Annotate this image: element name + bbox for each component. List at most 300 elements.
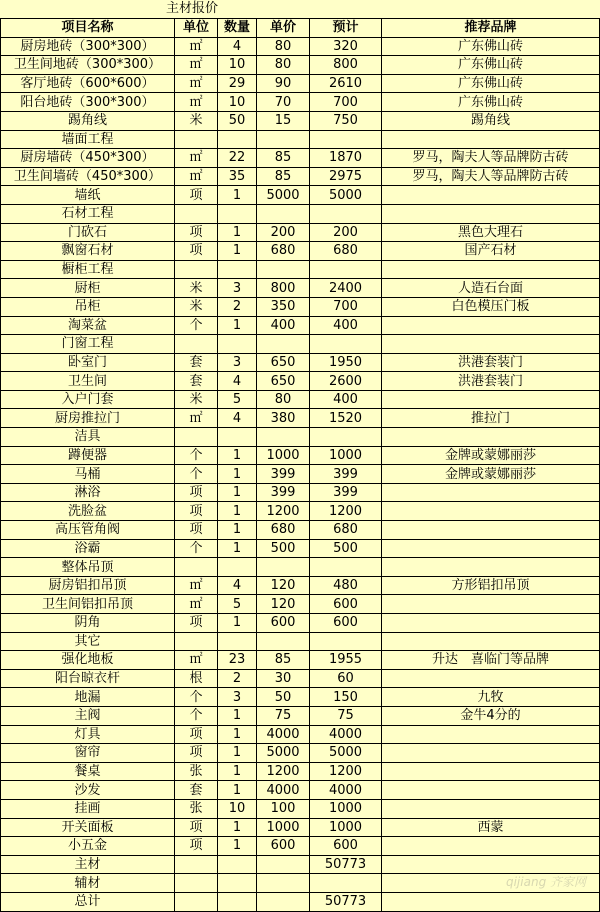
item-name-cell: 卫生间 bbox=[1, 372, 175, 391]
header-estimate: 预计 bbox=[310, 19, 382, 38]
quantity-cell: 29 bbox=[218, 74, 257, 93]
unit-price-cell: 120 bbox=[257, 576, 310, 595]
section-title-cell: 墙面工程 bbox=[1, 130, 175, 149]
brand-cell: 广东佛山砖 bbox=[382, 37, 600, 56]
table-row bbox=[1, 614, 600, 633]
item-name-cell: 厨房铝扣吊顶 bbox=[1, 576, 175, 595]
table-row bbox=[1, 465, 600, 484]
section-title-cell: 整体吊顶 bbox=[1, 558, 175, 577]
item-name-cell: 厨房墙砖（450*300） bbox=[1, 149, 175, 168]
empty-cell bbox=[382, 260, 600, 279]
brand-cell bbox=[382, 614, 600, 633]
empty-cell bbox=[175, 558, 218, 577]
brand-cell: 洪港套装门 bbox=[382, 353, 600, 372]
estimate-cell: 200 bbox=[310, 223, 382, 242]
estimate-cell: 1870 bbox=[310, 149, 382, 168]
unit-cell: ㎡ bbox=[175, 576, 218, 595]
table-row bbox=[1, 409, 600, 428]
quantity-cell: 3 bbox=[218, 353, 257, 372]
quantity-cell: 1 bbox=[218, 818, 257, 837]
empty-cell bbox=[218, 558, 257, 577]
item-name-cell: 客厅地砖（600*600） bbox=[1, 74, 175, 93]
table-row bbox=[1, 706, 600, 725]
quantity-cell: 1 bbox=[218, 781, 257, 800]
item-name-cell: 卫生间铝扣吊顶 bbox=[1, 595, 175, 614]
unit-price-cell: 400 bbox=[257, 316, 310, 335]
brand-cell bbox=[382, 762, 600, 781]
section-title-cell: 门窗工程 bbox=[1, 335, 175, 354]
quantity-cell: 10 bbox=[218, 56, 257, 75]
estimate-cell: 150 bbox=[310, 688, 382, 707]
section-row bbox=[1, 558, 600, 577]
estimate-cell: 2975 bbox=[310, 167, 382, 186]
unit-cell: 根 bbox=[175, 669, 218, 688]
brand-cell: 广东佛山砖 bbox=[382, 93, 600, 112]
table-body bbox=[1, 37, 600, 911]
brand-cell bbox=[382, 669, 600, 688]
unit-price-cell: 200 bbox=[257, 223, 310, 242]
empty-cell bbox=[175, 260, 218, 279]
unit-cell: ㎡ bbox=[175, 595, 218, 614]
table-row bbox=[1, 725, 600, 744]
empty-cell bbox=[257, 428, 310, 447]
table-row bbox=[1, 372, 600, 391]
unit-price-cell: 600 bbox=[257, 614, 310, 633]
unit-price-cell: 500 bbox=[257, 539, 310, 558]
estimate-cell: 1000 bbox=[310, 818, 382, 837]
quantity-cell: 3 bbox=[218, 279, 257, 298]
table-row bbox=[1, 651, 600, 670]
unit-price-cell: 80 bbox=[257, 56, 310, 75]
table-row bbox=[1, 669, 600, 688]
unit-price-cell: 380 bbox=[257, 409, 310, 428]
empty-cell bbox=[218, 130, 257, 149]
empty-cell bbox=[257, 335, 310, 354]
estimate-cell: 750 bbox=[310, 111, 382, 130]
quantity-cell: 1 bbox=[218, 502, 257, 521]
brand-cell: 白色模压门板 bbox=[382, 297, 600, 316]
table-row bbox=[1, 93, 600, 112]
empty-cell bbox=[218, 335, 257, 354]
unit-cell: ㎡ bbox=[175, 409, 218, 428]
unit-price-cell: 1200 bbox=[257, 502, 310, 521]
unit-cell: ㎡ bbox=[175, 56, 218, 75]
unit-price-cell: 4000 bbox=[257, 781, 310, 800]
quantity-cell: 4 bbox=[218, 576, 257, 595]
estimate-cell: 400 bbox=[310, 390, 382, 409]
unit-cell: ㎡ bbox=[175, 37, 218, 56]
empty-cell bbox=[382, 335, 600, 354]
unit-price-cell: 650 bbox=[257, 353, 310, 372]
brand-cell: 金牌或蒙娜丽莎 bbox=[382, 446, 600, 465]
estimate-cell: 680 bbox=[310, 521, 382, 540]
unit-cell: 项 bbox=[175, 837, 218, 856]
empty-cell bbox=[310, 204, 382, 223]
estimate-cell: 600 bbox=[310, 595, 382, 614]
brand-cell: 升达 喜临门等品牌 bbox=[382, 651, 600, 670]
empty-cell bbox=[382, 632, 600, 651]
brand-cell: 金牌或蒙娜丽莎 bbox=[382, 465, 600, 484]
empty-cell bbox=[257, 130, 310, 149]
quantity-cell: 50 bbox=[218, 111, 257, 130]
section-row bbox=[1, 260, 600, 279]
item-name-cell: 小五金 bbox=[1, 837, 175, 856]
quantity-cell: 5 bbox=[218, 390, 257, 409]
estimate-cell: 500 bbox=[310, 539, 382, 558]
table-row bbox=[1, 223, 600, 242]
quantity-cell: 1 bbox=[218, 446, 257, 465]
table-row bbox=[1, 483, 600, 502]
unit-cell: 个 bbox=[175, 465, 218, 484]
quantity-cell: 1 bbox=[218, 316, 257, 335]
unit-price-cell: 85 bbox=[257, 651, 310, 670]
empty-cell bbox=[257, 632, 310, 651]
table-row bbox=[1, 297, 600, 316]
title-row bbox=[0, 0, 600, 18]
quantity-cell: 1 bbox=[218, 521, 257, 540]
section-title-cell: 其它 bbox=[1, 632, 175, 651]
item-name-cell: 蹲便器 bbox=[1, 446, 175, 465]
empty-cell bbox=[310, 335, 382, 354]
quantity-cell: 4 bbox=[218, 37, 257, 56]
quantity-cell: 1 bbox=[218, 614, 257, 633]
brand-cell bbox=[382, 799, 600, 818]
quantity-cell: 35 bbox=[218, 167, 257, 186]
item-name-cell: 淋浴 bbox=[1, 483, 175, 502]
unit-cell: ㎡ bbox=[175, 149, 218, 168]
unit-cell: 米 bbox=[175, 390, 218, 409]
empty-cell bbox=[175, 204, 218, 223]
estimate-cell: 399 bbox=[310, 465, 382, 484]
quantity-cell: 3 bbox=[218, 688, 257, 707]
empty-cell bbox=[175, 855, 218, 874]
unit-price-cell: 70 bbox=[257, 93, 310, 112]
summary-label-cell: 总计 bbox=[1, 892, 175, 911]
table-row bbox=[1, 149, 600, 168]
brand-cell: 黑色大理石 bbox=[382, 223, 600, 242]
empty-cell bbox=[382, 558, 600, 577]
unit-cell: 米 bbox=[175, 279, 218, 298]
estimate-cell: 1520 bbox=[310, 409, 382, 428]
item-name-cell: 高压管角阀 bbox=[1, 521, 175, 540]
unit-price-cell: 680 bbox=[257, 242, 310, 261]
unit-price-cell: 80 bbox=[257, 390, 310, 409]
unit-price-cell: 1200 bbox=[257, 762, 310, 781]
unit-price-cell: 5000 bbox=[257, 744, 310, 763]
estimate-cell: 1200 bbox=[310, 502, 382, 521]
estimate-cell: 1200 bbox=[310, 762, 382, 781]
unit-cell: 项 bbox=[175, 186, 218, 205]
table-row bbox=[1, 353, 600, 372]
table-row bbox=[1, 595, 600, 614]
unit-price-cell: 399 bbox=[257, 465, 310, 484]
item-name-cell: 淘菜盆 bbox=[1, 316, 175, 335]
brand-cell: 广东佛山砖 bbox=[382, 56, 600, 75]
unit-price-cell: 1000 bbox=[257, 446, 310, 465]
table-row bbox=[1, 502, 600, 521]
watermark-logo: qijiang 齐家网 bbox=[505, 875, 586, 889]
table-row bbox=[1, 242, 600, 261]
item-name-cell: 马桶 bbox=[1, 465, 175, 484]
unit-price-cell: 30 bbox=[257, 669, 310, 688]
quantity-cell: 5 bbox=[218, 595, 257, 614]
empty-cell bbox=[382, 855, 600, 874]
estimate-cell: 1950 bbox=[310, 353, 382, 372]
empty-cell bbox=[257, 892, 310, 911]
estimate-cell: 5000 bbox=[310, 186, 382, 205]
section-row bbox=[1, 204, 600, 223]
table-row bbox=[1, 446, 600, 465]
section-row bbox=[1, 130, 600, 149]
header-item-name: 项目名称 bbox=[1, 19, 175, 38]
quantity-cell: 1 bbox=[218, 483, 257, 502]
brand-cell bbox=[382, 837, 600, 856]
brand-cell: 罗马，陶夫人等品牌防古砖 bbox=[382, 149, 600, 168]
quantity-cell: 1 bbox=[218, 539, 257, 558]
item-name-cell: 浴霸 bbox=[1, 539, 175, 558]
sheet-title: 主材报价 bbox=[166, 1, 219, 16]
unit-cell: ㎡ bbox=[175, 167, 218, 186]
item-name-cell: 阳台晾衣杆 bbox=[1, 669, 175, 688]
summary-row bbox=[1, 892, 600, 911]
estimate-cell: 480 bbox=[310, 576, 382, 595]
unit-cell: 套 bbox=[175, 372, 218, 391]
quantity-cell: 4 bbox=[218, 372, 257, 391]
item-name-cell: 开关面板 bbox=[1, 818, 175, 837]
unit-cell: 套 bbox=[175, 353, 218, 372]
empty-cell bbox=[257, 855, 310, 874]
unit-cell: 套 bbox=[175, 781, 218, 800]
unit-cell: 个 bbox=[175, 316, 218, 335]
unit-cell: 张 bbox=[175, 762, 218, 781]
brand-cell bbox=[382, 483, 600, 502]
brand-cell: 九牧 bbox=[382, 688, 600, 707]
quantity-cell: 23 bbox=[218, 651, 257, 670]
brand-cell bbox=[382, 390, 600, 409]
empty-cell bbox=[175, 428, 218, 447]
table-row bbox=[1, 744, 600, 763]
header-quantity: 数量 bbox=[218, 19, 257, 38]
unit-cell: 米 bbox=[175, 297, 218, 316]
estimate-cell: 4000 bbox=[310, 781, 382, 800]
empty-cell bbox=[382, 130, 600, 149]
unit-cell: 项 bbox=[175, 502, 218, 521]
empty-cell bbox=[382, 892, 600, 911]
estimate-cell: 2600 bbox=[310, 372, 382, 391]
unit-price-cell: 50 bbox=[257, 688, 310, 707]
brand-cell: 推拉门 bbox=[382, 409, 600, 428]
quantity-cell: 2 bbox=[218, 297, 257, 316]
quantity-cell: 2 bbox=[218, 669, 257, 688]
estimate-cell: 600 bbox=[310, 614, 382, 633]
empty-cell bbox=[175, 130, 218, 149]
empty-cell bbox=[218, 260, 257, 279]
table-row bbox=[1, 316, 600, 335]
brand-cell bbox=[382, 186, 600, 205]
estimate-cell: 399 bbox=[310, 483, 382, 502]
brand-cell: 国产石材 bbox=[382, 242, 600, 261]
table-row bbox=[1, 56, 600, 75]
estimate-cell: 700 bbox=[310, 297, 382, 316]
item-name-cell: 飘窗石材 bbox=[1, 242, 175, 261]
table-row bbox=[1, 799, 600, 818]
estimate-cell: 2400 bbox=[310, 279, 382, 298]
empty-cell bbox=[257, 204, 310, 223]
section-title-cell: 洁具 bbox=[1, 428, 175, 447]
table-row bbox=[1, 167, 600, 186]
brand-cell bbox=[382, 781, 600, 800]
table-row bbox=[1, 781, 600, 800]
quantity-cell: 1 bbox=[218, 725, 257, 744]
item-name-cell: 阳台地砖（300*300） bbox=[1, 93, 175, 112]
table-row bbox=[1, 111, 600, 130]
brand-cell: 广东佛山砖 bbox=[382, 74, 600, 93]
table-row bbox=[1, 74, 600, 93]
brand-cell: 罗马，陶夫人等品牌防古砖 bbox=[382, 167, 600, 186]
item-name-cell: 门砍石 bbox=[1, 223, 175, 242]
unit-cell: 项 bbox=[175, 521, 218, 540]
unit-cell: ㎡ bbox=[175, 651, 218, 670]
section-row bbox=[1, 335, 600, 354]
empty-cell bbox=[257, 558, 310, 577]
empty-cell bbox=[310, 428, 382, 447]
empty-cell bbox=[310, 558, 382, 577]
table-row bbox=[1, 837, 600, 856]
item-name-cell: 挂画 bbox=[1, 799, 175, 818]
quantity-cell: 1 bbox=[218, 762, 257, 781]
unit-price-cell: 350 bbox=[257, 297, 310, 316]
item-name-cell: 卫生间墙砖（450*300） bbox=[1, 167, 175, 186]
item-name-cell: 厨房推拉门 bbox=[1, 409, 175, 428]
item-name-cell: 灯具 bbox=[1, 725, 175, 744]
empty-cell bbox=[175, 335, 218, 354]
quantity-cell: 10 bbox=[218, 799, 257, 818]
table-row bbox=[1, 762, 600, 781]
header-brand: 推荐品牌 bbox=[382, 19, 600, 38]
quantity-cell: 4 bbox=[218, 409, 257, 428]
estimate-cell: 75 bbox=[310, 706, 382, 725]
item-name-cell: 踢角线 bbox=[1, 111, 175, 130]
quantity-cell: 1 bbox=[218, 186, 257, 205]
quote-table bbox=[0, 18, 600, 912]
empty-cell bbox=[310, 632, 382, 651]
unit-price-cell: 4000 bbox=[257, 725, 310, 744]
unit-cell: ㎡ bbox=[175, 74, 218, 93]
estimate-cell: 5000 bbox=[310, 744, 382, 763]
estimate-cell: 1000 bbox=[310, 446, 382, 465]
unit-cell: 米 bbox=[175, 111, 218, 130]
empty-cell bbox=[382, 204, 600, 223]
unit-cell: 个 bbox=[175, 688, 218, 707]
empty-cell bbox=[218, 855, 257, 874]
item-name-cell: 吊柜 bbox=[1, 297, 175, 316]
quantity-cell: 1 bbox=[218, 837, 257, 856]
estimate-cell: 4000 bbox=[310, 725, 382, 744]
item-name-cell: 沙发 bbox=[1, 781, 175, 800]
summary-row bbox=[1, 855, 600, 874]
quantity-cell: 1 bbox=[218, 465, 257, 484]
item-name-cell: 卫生间地砖（300*300） bbox=[1, 56, 175, 75]
quantity-cell: 1 bbox=[218, 744, 257, 763]
empty-cell bbox=[218, 428, 257, 447]
item-name-cell: 阴角 bbox=[1, 614, 175, 633]
estimate-cell: 1000 bbox=[310, 799, 382, 818]
estimate-cell: 800 bbox=[310, 56, 382, 75]
empty-cell bbox=[175, 874, 218, 893]
empty-cell bbox=[218, 892, 257, 911]
estimate-cell: 320 bbox=[310, 37, 382, 56]
estimate-cell: 2610 bbox=[310, 74, 382, 93]
empty-cell bbox=[218, 632, 257, 651]
unit-price-cell: 15 bbox=[257, 111, 310, 130]
unit-cell: 项 bbox=[175, 744, 218, 763]
quantity-cell: 1 bbox=[218, 706, 257, 725]
unit-cell: 项 bbox=[175, 242, 218, 261]
brand-cell: 踢角线 bbox=[382, 111, 600, 130]
brand-cell: 人造石台面 bbox=[382, 279, 600, 298]
quantity-cell: 1 bbox=[218, 223, 257, 242]
item-name-cell: 主阀 bbox=[1, 706, 175, 725]
brand-cell bbox=[382, 744, 600, 763]
unit-price-cell: 600 bbox=[257, 837, 310, 856]
estimate-cell: 600 bbox=[310, 837, 382, 856]
brand-cell bbox=[382, 595, 600, 614]
header-row bbox=[1, 19, 600, 38]
empty-cell bbox=[175, 892, 218, 911]
header-unit-price: 单价 bbox=[257, 19, 310, 38]
quantity-cell: 10 bbox=[218, 93, 257, 112]
unit-price-cell: 5000 bbox=[257, 186, 310, 205]
estimate-cell: 680 bbox=[310, 242, 382, 261]
unit-price-cell: 800 bbox=[257, 279, 310, 298]
summary-total-cell bbox=[310, 874, 382, 893]
item-name-cell: 洗脸盆 bbox=[1, 502, 175, 521]
summary-label-cell: 辅材 bbox=[1, 874, 175, 893]
unit-cell: 个 bbox=[175, 706, 218, 725]
table-row bbox=[1, 688, 600, 707]
brand-cell bbox=[382, 502, 600, 521]
unit-price-cell: 85 bbox=[257, 149, 310, 168]
unit-price-cell: 80 bbox=[257, 37, 310, 56]
unit-price-cell: 75 bbox=[257, 706, 310, 725]
summary-label-cell: 主材 bbox=[1, 855, 175, 874]
empty-cell bbox=[175, 632, 218, 651]
estimate-cell: 400 bbox=[310, 316, 382, 335]
empty-cell bbox=[257, 260, 310, 279]
unit-cell: 项 bbox=[175, 614, 218, 633]
table-row bbox=[1, 576, 600, 595]
empty-cell bbox=[257, 874, 310, 893]
table-row bbox=[1, 37, 600, 56]
unit-cell: 张 bbox=[175, 799, 218, 818]
section-title-cell: 橱柜工程 bbox=[1, 260, 175, 279]
unit-price-cell: 85 bbox=[257, 167, 310, 186]
item-name-cell: 窗帘 bbox=[1, 744, 175, 763]
brand-cell: 方形铝扣吊顶 bbox=[382, 576, 600, 595]
table-row bbox=[1, 818, 600, 837]
quantity-cell: 22 bbox=[218, 149, 257, 168]
empty-cell bbox=[382, 428, 600, 447]
brand-cell: 洪港套装门 bbox=[382, 372, 600, 391]
item-name-cell: 卧室门 bbox=[1, 353, 175, 372]
unit-cell: 项 bbox=[175, 483, 218, 502]
item-name-cell: 地漏 bbox=[1, 688, 175, 707]
summary-total-cell: 50773 bbox=[310, 892, 382, 911]
empty-cell bbox=[218, 204, 257, 223]
unit-price-cell: 90 bbox=[257, 74, 310, 93]
unit-cell: 个 bbox=[175, 446, 218, 465]
section-row bbox=[1, 428, 600, 447]
